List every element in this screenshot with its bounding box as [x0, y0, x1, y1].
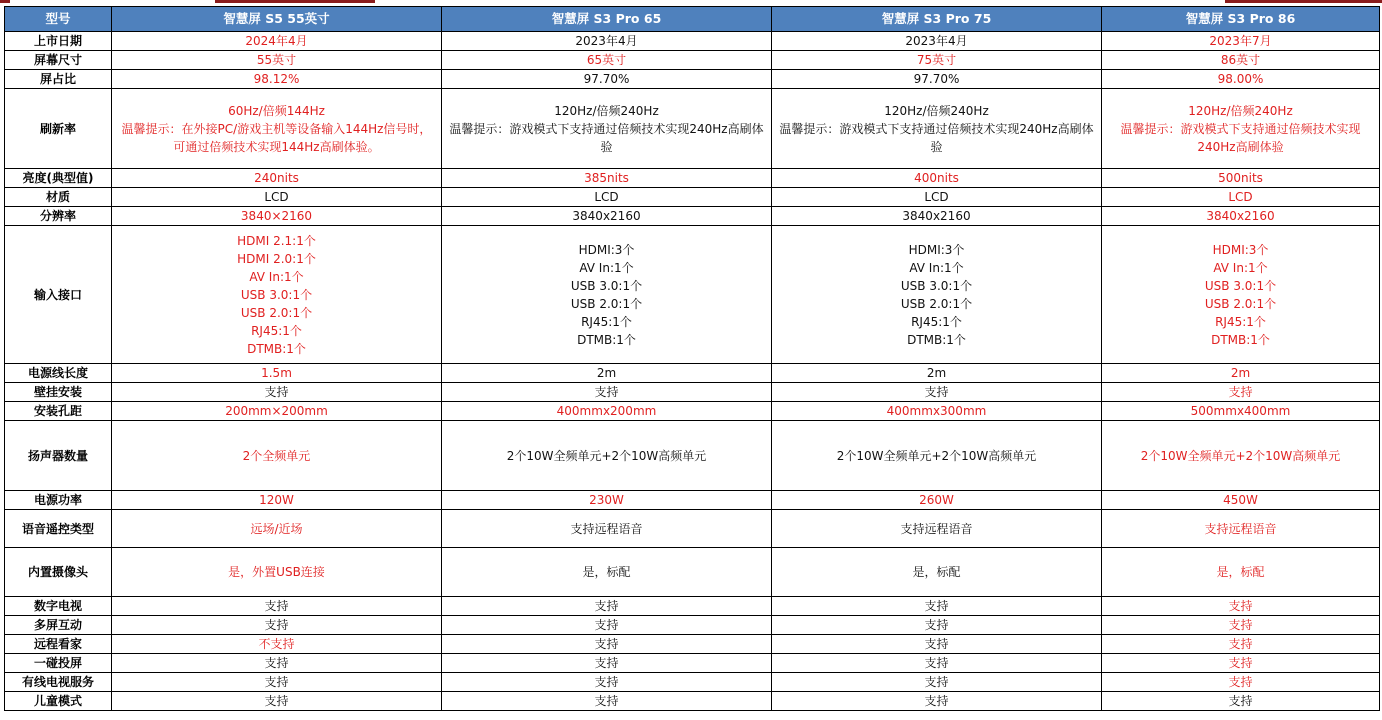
spec-cell [1102, 226, 1380, 364]
cell-line: 温馨提示：游戏模式下支持通过倍频技术实现240Hz高刷体验 [449, 121, 764, 154]
cell-line: LCD [594, 190, 619, 204]
spec-cell [112, 616, 442, 635]
cell-line: 400mmx200mm [556, 404, 657, 418]
cell-line: USB 2.0:1个 [900, 296, 973, 311]
cell-line: 支持 [264, 675, 289, 689]
spec-cell [1102, 207, 1380, 226]
table-row [5, 226, 1380, 364]
cell-line: 支持 [264, 618, 289, 632]
cell-line: 温馨提示：在外接PC/游戏主机等设备输入144Hz信号时，可通过倍频技术实现144Hz高刷体验。 [121, 121, 432, 154]
table-row [5, 188, 1380, 207]
spec-cell [772, 673, 1102, 692]
table-row [5, 673, 1380, 692]
spec-cell [1102, 548, 1380, 597]
cell-line: USB 2.0:1个 [570, 296, 643, 311]
header-row [5, 7, 1380, 32]
cell-line: 385nits [584, 171, 629, 185]
cell-line: 支持 [594, 599, 619, 613]
spec-cell [772, 635, 1102, 654]
cell-line: 支持 [924, 618, 949, 632]
table-row [5, 169, 1380, 188]
row-label: 有线电视服务 [5, 673, 112, 692]
row-label: 输入接口 [5, 226, 112, 364]
spec-cell [442, 402, 772, 421]
spec-cell [1102, 188, 1380, 207]
spec-cell [772, 51, 1102, 70]
spec-cell [112, 207, 442, 226]
spec-cell [1102, 421, 1380, 491]
cell-line: DTMB:1个 [247, 341, 306, 356]
cell-line: 支持 [264, 694, 289, 708]
spec-cell [442, 692, 772, 711]
row-label: 材质 [5, 188, 112, 207]
cell-line: 260W [919, 493, 954, 507]
spec-cell [112, 32, 442, 51]
cell-line: 2m [926, 366, 947, 380]
cell-line: 2个10W全频单元+2个10W高频单元 [506, 448, 707, 463]
spec-cell [112, 692, 442, 711]
row-label: 内置摄像头 [5, 548, 112, 597]
spec-cell [1102, 383, 1380, 402]
spec-cell [772, 510, 1102, 548]
cell-line: 2023年4月 [905, 34, 968, 48]
cell-line: 120W [259, 493, 294, 507]
cell-line: 是，标配 [582, 565, 631, 579]
cell-line: 支持 [1228, 637, 1253, 651]
spec-cell [112, 89, 442, 169]
cell-line: 98.12% [253, 72, 300, 86]
spec-cell [1102, 32, 1380, 51]
cell-line: USB 3.0:1个 [1204, 278, 1277, 293]
cell-line: 200mm×200mm [225, 404, 328, 418]
spec-cell [112, 597, 442, 616]
cell-line: 支持 [924, 385, 949, 399]
row-label: 安装孔距 [5, 402, 112, 421]
cell-line: 97.70% [913, 72, 960, 86]
cell-line: 支持 [264, 385, 289, 399]
cell-line: 支持 [594, 637, 619, 651]
spec-cell [1102, 616, 1380, 635]
cell-line: 500mmx400mm [1190, 404, 1291, 418]
cell-line: 65英寸 [586, 53, 627, 67]
spec-cell [442, 32, 772, 51]
row-label: 刷新率 [5, 89, 112, 169]
spec-cell [112, 383, 442, 402]
row-label: 数字电视 [5, 597, 112, 616]
cell-line: 98.00% [1217, 72, 1264, 86]
cell-line: 温馨提示：游戏模式下支持通过倍频技术实现240Hz高刷体验 [1120, 121, 1361, 154]
row-label: 亮度(典型值) [5, 169, 112, 188]
spec-cell [442, 188, 772, 207]
cell-line: 支持 [924, 694, 949, 708]
cell-line: USB 2.0:1个 [1204, 296, 1277, 311]
cell-line: 支持 [264, 656, 289, 670]
cell-line: 支持远程语音 [1204, 521, 1277, 536]
spec-cell [772, 654, 1102, 673]
cell-line: 支持 [1228, 675, 1253, 689]
accent-segment [0, 0, 10, 3]
spec-cell [112, 402, 442, 421]
spec-cell [442, 616, 772, 635]
spec-cell [772, 169, 1102, 188]
table-row [5, 654, 1380, 673]
spec-cell [1102, 654, 1380, 673]
model-header: 智慧屏 S5 55英寸 [112, 7, 442, 32]
table-row [5, 491, 1380, 510]
cell-line: HDMI:3个 [908, 242, 965, 257]
cell-line: 86英寸 [1220, 53, 1261, 67]
table-row [5, 70, 1380, 89]
spec-cell [442, 421, 772, 491]
spec-cell [112, 635, 442, 654]
spec-cell [442, 654, 772, 673]
cell-line: RJ45:1个 [911, 314, 962, 329]
cell-line: DTMB:1个 [907, 332, 966, 347]
spec-cell [772, 207, 1102, 226]
table-row [5, 383, 1380, 402]
cell-line: 是，标配 [1216, 565, 1265, 579]
table-row [5, 548, 1380, 597]
spec-cell [442, 673, 772, 692]
spec-cell [772, 70, 1102, 89]
row-label: 屏占比 [5, 70, 112, 89]
cell-line: 2个10W全频单元+2个10W高频单元 [1140, 448, 1341, 463]
table-row [5, 421, 1380, 491]
spec-cell [112, 51, 442, 70]
spec-cell [442, 383, 772, 402]
cell-line: 120Hz/倍频240Hz [884, 103, 989, 118]
spec-cell [772, 616, 1102, 635]
spec-cell [1102, 491, 1380, 510]
table-row [5, 692, 1380, 711]
spec-body [5, 32, 1380, 711]
cell-line: 远场/近场 [250, 521, 303, 536]
table-row [5, 402, 1380, 421]
spec-cell [1102, 89, 1380, 169]
cell-line: 支持 [594, 618, 619, 632]
cell-line: 75英寸 [916, 53, 957, 67]
spec-cell [1102, 364, 1380, 383]
spec-cell [1102, 597, 1380, 616]
cell-line: AV In:1个 [579, 260, 634, 275]
spec-cell [112, 510, 442, 548]
cell-line: RJ45:1个 [581, 314, 632, 329]
cell-line: 支持 [1228, 694, 1253, 708]
spec-cell [442, 226, 772, 364]
row-label: 电源功率 [5, 491, 112, 510]
row-label: 远程看家 [5, 635, 112, 654]
spec-cell [442, 89, 772, 169]
cell-line: 500nits [1218, 171, 1263, 185]
cell-line: 120Hz/倍频240Hz [554, 103, 659, 118]
table-row [5, 32, 1380, 51]
cell-line: 支持 [594, 675, 619, 689]
cell-line: 97.70% [583, 72, 630, 86]
spec-cell [1102, 692, 1380, 711]
spec-cell [112, 70, 442, 89]
table-row [5, 364, 1380, 383]
cell-line: HDMI:3个 [1212, 242, 1269, 257]
spec-cell [772, 383, 1102, 402]
cell-line: 450W [1223, 493, 1258, 507]
spec-cell [772, 548, 1102, 597]
model-header: 智慧屏 S3 Pro 65 [442, 7, 772, 32]
cell-line: DTMB:1个 [577, 332, 636, 347]
cell-line: HDMI 2.1:1个 [237, 233, 316, 248]
cell-line: 230W [589, 493, 624, 507]
cell-line: USB 3.0:1个 [900, 278, 973, 293]
header-label: 型号 [5, 7, 112, 32]
spec-cell [772, 89, 1102, 169]
spec-comparison-table [4, 6, 1380, 711]
cell-line: 400mmx300mm [886, 404, 987, 418]
cell-line: 支持 [1228, 385, 1253, 399]
cell-line: 2023年4月 [575, 34, 638, 48]
spec-cell [772, 491, 1102, 510]
spec-cell [442, 70, 772, 89]
spec-cell [442, 597, 772, 616]
row-label: 一碰投屏 [5, 654, 112, 673]
spec-cell [442, 635, 772, 654]
spec-cell [442, 364, 772, 383]
cell-line: 不支持 [258, 637, 295, 651]
cell-line: 支持远程语音 [900, 521, 973, 536]
cell-line: 240nits [254, 171, 299, 185]
spec-cell [442, 510, 772, 548]
accent-segment [215, 0, 375, 3]
row-label: 屏幕尺寸 [5, 51, 112, 70]
cell-line: 温馨提示：游戏模式下支持通过倍频技术实现240Hz高刷体验 [779, 121, 1094, 154]
model-header: 智慧屏 S3 Pro 86 [1102, 7, 1380, 32]
cell-line: 是，外置USB连接 [228, 565, 325, 579]
row-label: 多屏互动 [5, 616, 112, 635]
table-row [5, 616, 1380, 635]
cell-line: 2个10W全频单元+2个10W高频单元 [836, 448, 1037, 463]
spec-cell [772, 226, 1102, 364]
cell-line: 支持 [1228, 618, 1253, 632]
cell-line: 3840x2160 [572, 209, 641, 223]
spec-cell [112, 421, 442, 491]
cell-line: 支持远程语音 [570, 521, 643, 536]
table-row [5, 207, 1380, 226]
cell-line: 支持 [594, 385, 619, 399]
cell-line: 支持 [264, 599, 289, 613]
row-label: 扬声器数量 [5, 421, 112, 491]
spec-cell [112, 188, 442, 207]
row-label: 壁挂安装 [5, 383, 112, 402]
cell-line: LCD [264, 190, 289, 204]
cell-line: 支持 [924, 599, 949, 613]
spec-cell [1102, 635, 1380, 654]
cell-line: USB 2.0:1个 [240, 305, 313, 320]
row-label: 儿童模式 [5, 692, 112, 711]
cell-line: 2个全频单元 [242, 448, 311, 463]
spec-cell [112, 364, 442, 383]
cell-line: AV In:1个 [249, 269, 304, 284]
spec-cell [1102, 673, 1380, 692]
cell-line: LCD [1228, 190, 1253, 204]
spec-cell [442, 51, 772, 70]
spec-cell [112, 673, 442, 692]
spec-cell [112, 226, 442, 364]
cell-line: 3840x2160 [902, 209, 971, 223]
row-label: 语音遥控类型 [5, 510, 112, 548]
cell-line: 支持 [1228, 599, 1253, 613]
spec-cell [112, 491, 442, 510]
spec-cell [442, 169, 772, 188]
cell-line: USB 3.0:1个 [240, 287, 313, 302]
cell-line: AV In:1个 [1213, 260, 1268, 275]
accent-segment [1225, 0, 1382, 3]
spec-cell [772, 421, 1102, 491]
spec-cell [772, 597, 1102, 616]
cell-line: 支持 [594, 656, 619, 670]
cell-line: 2m [596, 366, 617, 380]
spec-cell [1102, 70, 1380, 89]
cell-line: 1.5m [261, 366, 292, 380]
spec-cell [772, 188, 1102, 207]
table-row [5, 51, 1380, 70]
cell-line: DTMB:1个 [1211, 332, 1270, 347]
spec-cell [1102, 169, 1380, 188]
spec-cell [112, 548, 442, 597]
cell-line: RJ45:1个 [1215, 314, 1266, 329]
cell-line: 60Hz/倍频144Hz [228, 103, 325, 118]
cell-line: 3840x2160 [1206, 209, 1275, 223]
cell-line: 支持 [594, 694, 619, 708]
model-header: 智慧屏 S3 Pro 75 [772, 7, 1102, 32]
table-row [5, 89, 1380, 169]
spec-cell [772, 692, 1102, 711]
cell-line: 支持 [1228, 656, 1253, 670]
cell-line: HDMI:3个 [578, 242, 635, 257]
cell-line: LCD [924, 190, 949, 204]
table-row [5, 597, 1380, 616]
cell-line: USB 3.0:1个 [570, 278, 643, 293]
row-label: 分辨率 [5, 207, 112, 226]
spec-cell [112, 169, 442, 188]
spec-cell [442, 491, 772, 510]
spec-cell [1102, 51, 1380, 70]
row-label: 电源线长度 [5, 364, 112, 383]
spec-cell [112, 654, 442, 673]
table-row [5, 510, 1380, 548]
cell-line: 支持 [924, 656, 949, 670]
spec-cell [772, 402, 1102, 421]
spec-cell [442, 207, 772, 226]
cell-line: RJ45:1个 [251, 323, 302, 338]
table-row [5, 635, 1380, 654]
cell-line: 2023年7月 [1209, 34, 1272, 48]
spec-cell [772, 32, 1102, 51]
cell-line: 3840×2160 [240, 209, 313, 223]
cell-line: 2024年4月 [245, 34, 308, 48]
spec-cell [1102, 510, 1380, 548]
cell-line: HDMI 2.0:1个 [237, 251, 316, 266]
spec-cell [772, 364, 1102, 383]
cell-line: 支持 [924, 637, 949, 651]
cell-line: 是，标配 [912, 565, 961, 579]
cell-line: 400nits [914, 171, 959, 185]
cell-line: 2m [1230, 366, 1251, 380]
spec-cell [442, 548, 772, 597]
cell-line: 120Hz/倍频240Hz [1188, 103, 1293, 118]
cell-line: 支持 [924, 675, 949, 689]
spec-cell [1102, 402, 1380, 421]
cell-line: 55英寸 [256, 53, 297, 67]
row-label: 上市日期 [5, 32, 112, 51]
cell-line: AV In:1个 [909, 260, 964, 275]
